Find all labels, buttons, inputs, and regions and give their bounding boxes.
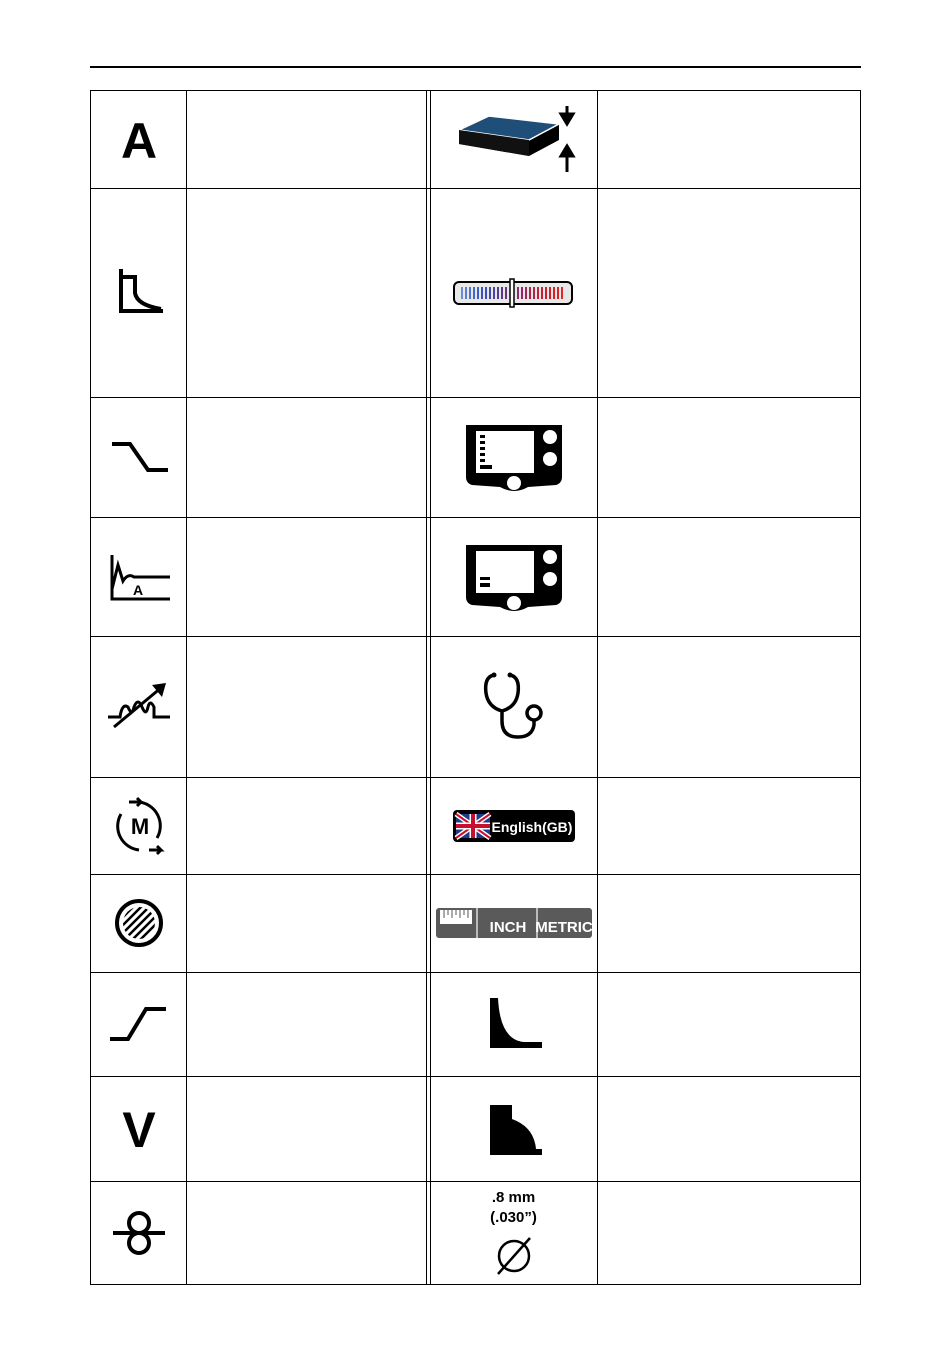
column-divider — [186, 91, 187, 1284]
language-icon — [430, 777, 597, 874]
memory-glyph: M — [130, 813, 149, 839]
arc-balance-icon — [430, 188, 597, 397]
display-advanced-icon — [430, 397, 597, 517]
inductance-icon — [91, 636, 186, 777]
units-icon — [430, 874, 597, 972]
wire-feed-icon — [91, 874, 186, 972]
column-divider — [597, 91, 598, 1284]
arc-force-hard-icon — [430, 1076, 597, 1181]
diameter-icon — [492, 1234, 536, 1278]
voltage-glyph: V — [121, 1101, 156, 1158]
column-divider — [426, 91, 427, 1284]
cc-characteristic-icon — [91, 188, 186, 397]
symbol-table — [90, 90, 861, 1285]
voltage-icon — [91, 1076, 186, 1181]
wire-diameter-icon — [430, 1181, 597, 1285]
stethoscope-icon — [430, 636, 597, 777]
downslope-icon — [91, 397, 186, 517]
header-rule — [90, 66, 861, 68]
hot-start-glyph: A — [132, 581, 143, 598]
display-basic-icon — [430, 517, 597, 636]
units-metric-label: METRIC — [534, 919, 593, 936]
upslope-icon — [91, 972, 186, 1076]
amperage-icon — [91, 91, 186, 188]
wire-diameter-inch: (.030”) — [490, 1209, 537, 1226]
language-label: English(GB) — [491, 818, 572, 835]
amperage-glyph: A — [120, 112, 157, 169]
wire-diameter-mm: .8 mm — [491, 1189, 536, 1206]
hot-start-icon — [91, 517, 186, 636]
memory-icon — [91, 777, 186, 874]
units-inch-label: INCH — [489, 919, 526, 936]
material-thickness-icon — [430, 91, 597, 188]
drive-roll-icon — [91, 1181, 186, 1285]
arc-force-soft-icon — [430, 972, 597, 1076]
